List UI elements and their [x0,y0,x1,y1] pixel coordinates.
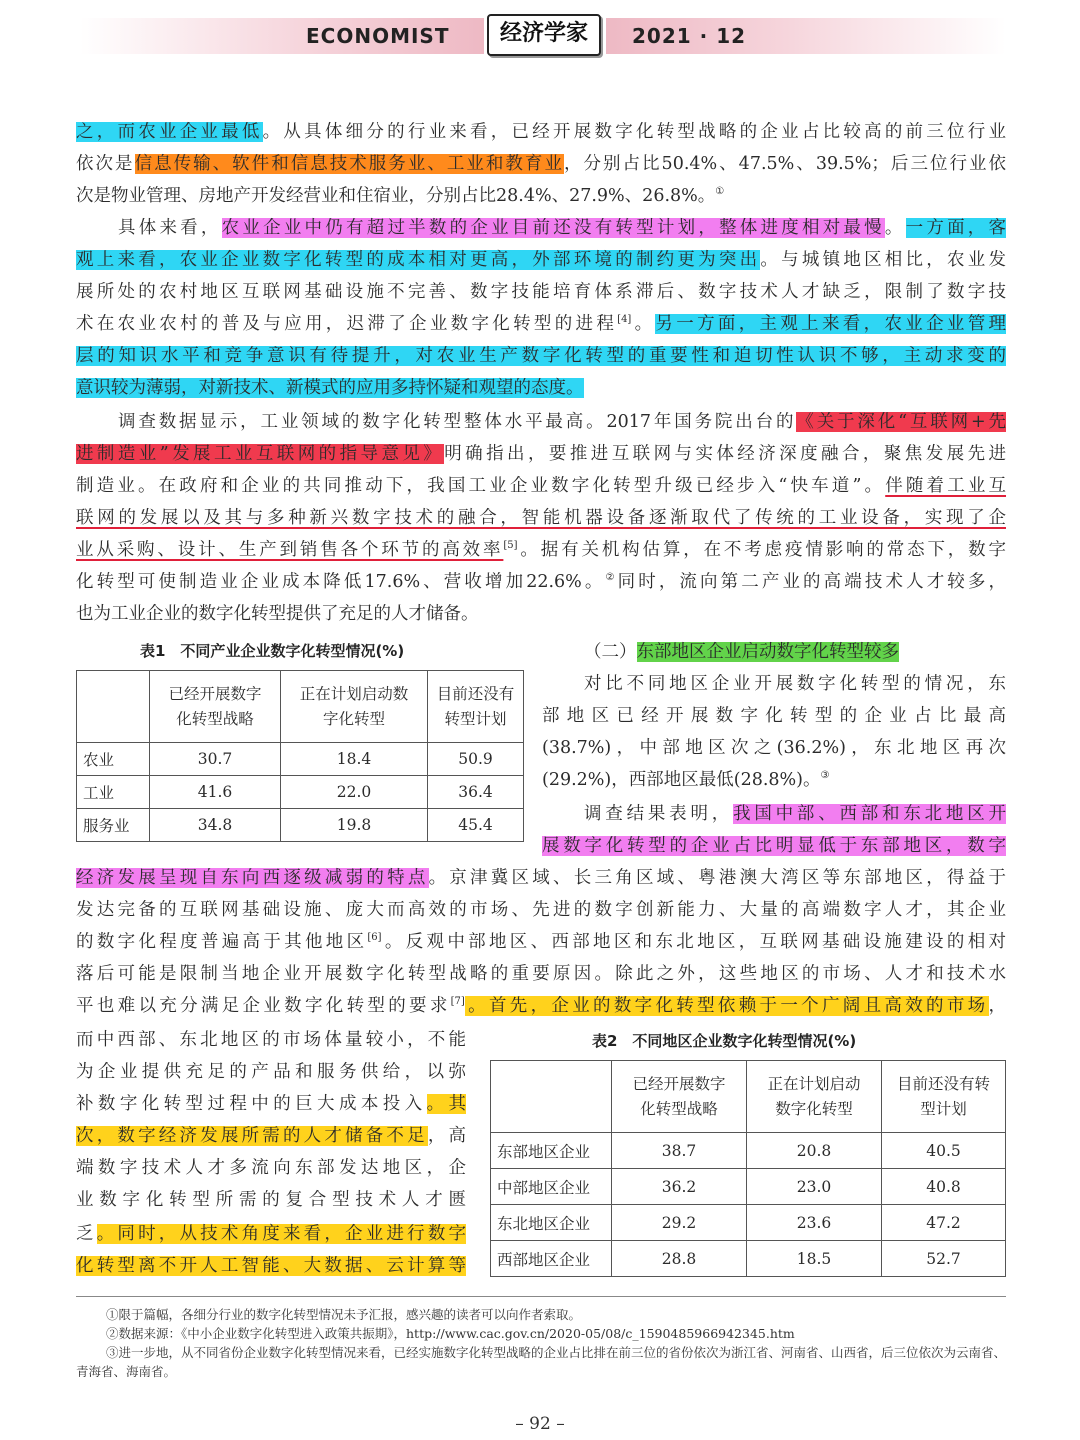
text-line [76,534,1006,566]
text-run: 调查结果表明， [584,804,734,824]
row-label: 西部地区企业 [491,1241,612,1277]
citation-marker: [6] [367,932,382,944]
header-line: 化转型战略 [640,1099,718,1118]
table-cell: 18.5 [747,1241,882,1277]
header-line: 转型计划 [444,709,507,728]
table-header-cell [747,1061,882,1133]
table-row [491,1169,1006,1205]
text-line [76,212,1006,244]
highlight-cyan: 意识较为薄弱，对新技术、新模式的应用多持怀疑和观望的态度 [76,378,566,398]
table-cell: 45.4 [428,809,524,842]
header-line: 字化转型 [322,709,385,728]
highlight-cyan: 另一方面，主观上来看，农业企业管理 [655,314,1007,334]
footnote-marker: ③ [820,770,830,782]
text-line [76,926,1006,958]
text-line [76,502,1006,534]
text-run: 乏 [76,1224,97,1244]
text-run: 同时，流向第二产业的高端技术人才较多， [617,572,1007,592]
table-2-caption: 表2 不同地区企业数字化转型情况(%) [592,1032,857,1050]
text-run: 制造业。在政府和企业的共同推动下，我国工业企业数字化转型升级已经步入“快车道”。 [76,476,886,496]
table-cell: 29.2 [612,1205,747,1241]
highlight-yellow: 。其 [426,1094,467,1114]
text-line [76,1250,466,1282]
text-line [76,406,1006,438]
text-run: (29.2%)，西部地区最低(28.8%)。 [542,770,821,790]
header-line: 正在计划启动 [767,1074,861,1093]
text-line [76,1184,466,1216]
text-line [76,598,479,630]
row-label: 中部地区企业 [491,1169,612,1205]
table-header-cell [882,1061,1006,1133]
text-run: 依次是 [76,154,135,174]
table-cell: 30.7 [150,743,281,776]
highlight-cyan: 层的知识水平和竞争意识有待提升，对农业生产数字化转型的重要性和迫切性认识不够，主动求变的 [76,346,1006,366]
text-run: 调查数据显示，工业领域的数字化转型整体水平最高。2017年国务院出台的 [118,412,797,432]
table-cell: 23.0 [747,1169,882,1205]
table-row [491,1241,1006,1277]
text-line [76,862,1006,894]
text-line [76,308,1006,340]
text-line [76,148,1006,180]
text-line [542,700,1006,732]
highlight-yellow: 。首先，企业的数字化转型依赖于一个广阔且高效的市场 [464,996,989,1016]
text-run: 对比不同地区企业开展数字化转型的情况，东 [584,674,1006,694]
text-run: 的数字化程度普遍高于其他地区 [76,932,368,952]
header-line: 目前还没有 [436,684,515,703]
page-number: – 92 – [515,1414,565,1434]
table-cell: 52.7 [882,1241,1006,1277]
table-header-cell [150,671,281,743]
journal-header [0,14,1080,60]
header-line: 已经开展数字 [168,684,262,703]
highlight-red: 进制造业”发展工业互联网的指导意见》 [76,444,445,464]
footnote-marker: ① [715,186,725,198]
text-line [76,990,1006,1022]
underline-red: 伴随着工业互 [885,476,1007,496]
citation-marker: [7] [450,996,465,1008]
text-line [76,1024,466,1056]
highlight-red: 《关于深化“互联网+先 [796,412,1006,432]
table-row [491,1133,1006,1169]
text-run: 展所处的农村地区互联网基础设施不完善、数字技能培育体系滞后、数字技术人才缺乏，限制了数字技 [76,282,1006,302]
table-row [77,743,524,776]
highlight-yellow: 次，数字经济发展所需的人才储备不足 [76,1126,428,1146]
highlight-cyan: 。 [566,378,584,398]
text-line [76,1056,466,1088]
row-label: 服务业 [77,809,150,842]
highlight-green: 东部地区企业启动数字化转型较多 [636,642,899,662]
section-heading [584,636,899,668]
text-run: 发达完备的互联网基础设施、庞大而高效的市场、先进的数字创新能力、大量的高端数字人才，其企业 [76,900,1006,920]
text-line [542,830,1006,862]
highlight-pink: 农业企业中仍有超过半数的企业目前还没有转型计划，整体进度相对最慢 [221,218,885,238]
row-label: 农业 [77,743,150,776]
text-line [76,244,1006,276]
text-run: 部地区已经开展数字化转型的企业占比最高 [542,706,1006,726]
table-2 [490,1060,1006,1277]
text-run: 次是物业管理、房地产开发经营业和住宿业，分别占比28.4%、27.9%、26.8%。 [76,186,716,206]
text-line [76,340,1006,372]
table-cell: 36.2 [612,1169,747,1205]
header-line: 数字化转型 [775,1099,853,1118]
highlight-yellow: 。同时，从技术角度来看，企业进行数字 [96,1224,467,1244]
journal-name-english: ECONOMIST [306,24,450,48]
highlight-yellow: 化转型离不开人工智能、大数据、云计算等 [76,1256,466,1276]
text-run: 明确指出，要推进互联网与实体经济深度融合，聚焦发展先进 [444,444,1007,464]
table-cell: 19.8 [281,809,428,842]
text-run: 而中西部、东北地区的市场体量较小，不能 [76,1030,466,1050]
highlight-pink: 经济发展呈现自东向西逐级减弱的特点 [76,868,429,888]
table-corner-cell [491,1061,612,1133]
text-run: ， [988,996,1006,1016]
text-line [76,372,584,404]
text-run: 。京津冀区域、长三角区域、粤港澳大湾区等东部地区，得益于 [428,868,1007,888]
highlight-pink: 展数字化转型的企业占比明显低于东部地区，数字 [542,836,1006,856]
row-label: 东部地区企业 [491,1133,612,1169]
text-run: 业数字化转型所需的复合型技术人才匮 [76,1190,466,1210]
header-line: 化转型战略 [176,709,254,728]
footnote-2: ②数据来源：《中小企业数字化转型进入政策共振期》，http://www.cac.gov.cn/2020-05/08/c_1590485966942345.htm [106,1326,795,1341]
text-line [76,566,1006,598]
table-cell: 41.6 [150,776,281,809]
underline-red: 联网的发展以及其与多种新兴数字技术的融合，智能机器设备逐渐取代了传统的工业设备，实现了企 [76,508,1006,528]
text-line [76,894,1006,926]
row-label: 工业 [77,776,150,809]
text-run: 补数字化转型过程中的巨大成本投入 [76,1094,427,1114]
text-line [584,798,1006,830]
text-run: 落后可能是限制当地企业开展数字化转型战略的重要原因。除此之外，这些地区的市场、人才和技术水 [76,964,1006,984]
text-line [76,180,724,212]
text-line [76,958,1006,990]
text-run: 平也难以充分满足企业数字化转型的要求 [76,996,451,1016]
table-header-row [491,1061,1006,1133]
footnotes [76,1296,1006,1381]
text-line [542,732,1006,764]
text-run: 。 [631,314,656,334]
table-header-row [77,671,524,743]
highlight-cyan: 之，而农业企业最低 [76,122,263,142]
table-cell: 23.6 [747,1205,882,1241]
highlight-pink: 我国中部、西部和东北地区开 [733,804,1007,824]
table-cell: 40.5 [882,1133,1006,1169]
table-cell: 47.2 [882,1205,1006,1241]
table-row [77,776,524,809]
text-run: 。 [884,218,906,238]
text-line [76,438,1006,470]
header-line: 型计划 [920,1099,967,1118]
table-cell: 50.9 [428,743,524,776]
footnote-marker: ② [605,572,618,584]
text-line [76,1218,466,1250]
text-run: 具体来看， [118,218,222,238]
footnote-3: ③进一步地，从不同省份企业数字化转型情况来看，已经实施数字化转型战略的企业占比排在前三位的省份依次为浙江省、河南省、山西省，后三位依次为云南省、青海省、海南省。 [76,1345,1007,1379]
table-corner-cell [77,671,150,743]
issue-date: 2021 · 12 [632,24,747,48]
row-label: 东北地区企业 [491,1205,612,1241]
text-run: 术在农业农村的普及与应用，迟滞了企业数字化转型的进程 [76,314,618,334]
text-run: 为企业提供充足的产品和服务供给，以弥 [76,1062,466,1082]
citation-marker: [5] [503,540,518,552]
table-row [77,809,524,842]
table-cell: 38.7 [612,1133,747,1169]
journal-logo: 经济学家 [487,14,601,56]
text-line [584,668,1006,700]
table-cell: 36.4 [428,776,524,809]
highlight-cyan: 一方面，客 [905,218,1007,238]
text-line [76,1088,466,1120]
text-run: 化转型可使制造业企业成本降低17.6%、营收增加22.6%。 [76,572,606,592]
text-run: 。与城镇地区相比，农业发 [760,250,1006,270]
underline-red: 业从采购、设计、生产到销售各个环节的高效率 [76,540,504,560]
highlight-cyan: 观上来看，农业企业数字化转型的成本相对更高，外部环境的制约更为突出 [76,250,761,270]
table-cell: 34.8 [150,809,281,842]
footnote-1: ①限于篇幅，各细分行业的数字化转型情况未予汇报，感兴趣的读者可以向作者索取。 [106,1307,582,1322]
table-row [491,1205,1006,1241]
table-cell: 18.4 [281,743,428,776]
text-run: (38.7%)，中部地区次之(36.2%)，东北地区再次 [542,738,1006,758]
header-line: 正在计划启动数 [299,684,409,703]
table-cell: 20.8 [747,1133,882,1169]
text-run: ，高 [427,1126,467,1146]
text-run: 也为工业企业的数字化转型提供了充足的人才储备。 [76,604,479,624]
text-line [542,764,829,796]
text-run: ，分别占比50.4%、47.5%、39.5%；后三位行业依 [563,154,1007,174]
text-line [76,276,1006,308]
table-header-cell [612,1061,747,1133]
text-run: 端数字技术人才多流向东部发达地区，企 [76,1158,466,1178]
text-line [76,470,1006,502]
text-run: 。反观中部地区、西部地区和东北地区，互联网基础设施建设的相对 [381,932,1007,952]
text-line [76,1120,466,1152]
header-line: 已经开展数字 [632,1074,726,1093]
table-1 [76,670,524,842]
text-run: 。从具体细分的行业来看，已经开展数字化转型战略的企业占比较高的前三位行业 [262,122,1007,142]
table-1-caption: 表1 不同产业企业数字化转型情况(%) [140,642,405,660]
header-line: 目前还没有转 [896,1074,990,1093]
text-run: 。据有关机构估算，在不考虑疫情影响的常态下，数字 [517,540,1007,560]
table-cell: 28.8 [612,1241,747,1277]
heading-prefix: （二） [584,642,637,662]
text-line [76,1152,466,1184]
citation-marker: [4] [617,314,632,326]
table-cell: 22.0 [281,776,428,809]
table-header-cell [428,671,524,743]
table-header-cell [281,671,428,743]
text-line [76,116,1006,148]
highlight-orange: 信息传输、软件和信息技术服务业、工业和教育业 [134,154,564,174]
table-cell: 40.8 [882,1169,1006,1205]
